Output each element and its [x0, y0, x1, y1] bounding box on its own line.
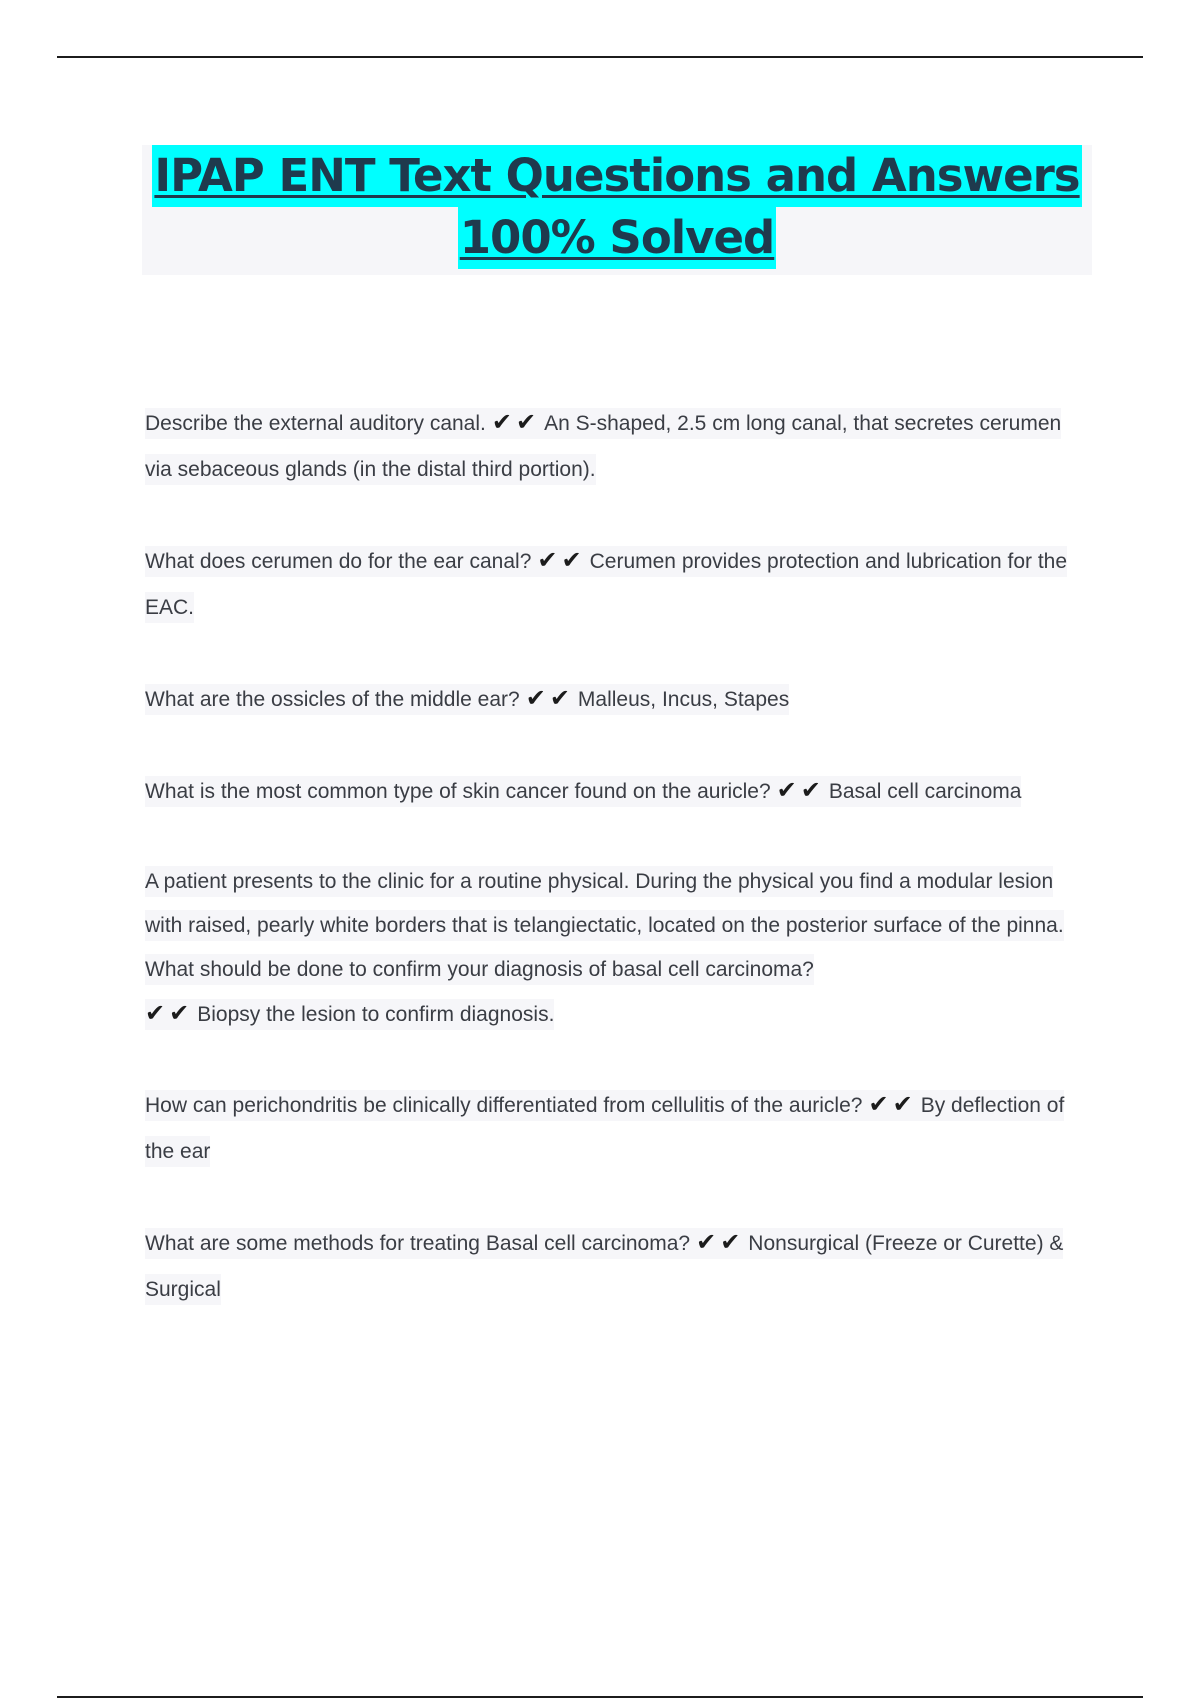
double-check-icon: ✔✔ [696, 1229, 745, 1256]
top-rule [57, 56, 1143, 58]
answer-text: Cerumen provides protection and lubrication for the EAC. [145, 550, 1068, 619]
qa-list [145, 400, 1090, 1358]
document-title-line-2: 100% Solved [458, 207, 777, 269]
double-check-icon: ✔✔ [868, 1091, 917, 1118]
question-text: What does cerumen do for the ear canal? [145, 550, 532, 573]
qa-item-4 [145, 768, 1090, 815]
answer-text: By deflection of the ear [145, 1094, 1065, 1163]
answer-text: Nonsurgical (Freeze or Curette) & Surgical [145, 1232, 1064, 1301]
question-text: How can perichondritis be clinically differentiated from cellulitis of the auricle? [145, 1094, 863, 1117]
question-text: What are the ossicles of the middle ear? [145, 688, 520, 711]
title-block [142, 145, 1092, 275]
question-text: A patient presents to the clinic for a routine physical. During the physical you find a modular lesion with raised, pearly white borders that is telangiectatic, located on the posterior surface of the pinna. What should be done to confirm your diagnosis of basal cell carcinoma? [145, 870, 1064, 981]
qa-item-1 [145, 400, 1090, 493]
double-check-icon: ✔✔ [537, 547, 586, 574]
double-check-icon: ✔✔ [776, 777, 825, 804]
answer-text: Basal cell carcinoma [828, 780, 1022, 803]
answer-text: An S-shaped, 2.5 cm long canal, that secretes cerumen via sebaceous glands (in the distal third portion). [145, 412, 1062, 481]
bottom-rule [57, 1696, 1143, 1698]
qa-item-7 [145, 1220, 1090, 1313]
double-check-icon: ✔✔ [491, 409, 541, 436]
question-text: What are some methods for treating Basal cell carcinoma? [145, 1232, 691, 1255]
qa-item-5 [145, 860, 1090, 1037]
qa-item-6 [145, 1082, 1090, 1175]
double-check-icon: ✔✔ [145, 1000, 194, 1027]
question-text: Describe the external auditory canal. [145, 412, 486, 435]
answer-text: Malleus, Incus, Stapes [577, 688, 790, 711]
question-text: What is the most common type of skin cancer found on the auricle? [145, 780, 771, 803]
qa-item-3 [145, 676, 1090, 723]
qa-item-2 [145, 538, 1090, 631]
answer-text: Biopsy the lesion to confirm diagnosis. [197, 1003, 555, 1026]
double-check-icon: ✔✔ [525, 685, 574, 712]
document-title-line-1: IPAP ENT Text Questions and Answers [152, 145, 1081, 207]
